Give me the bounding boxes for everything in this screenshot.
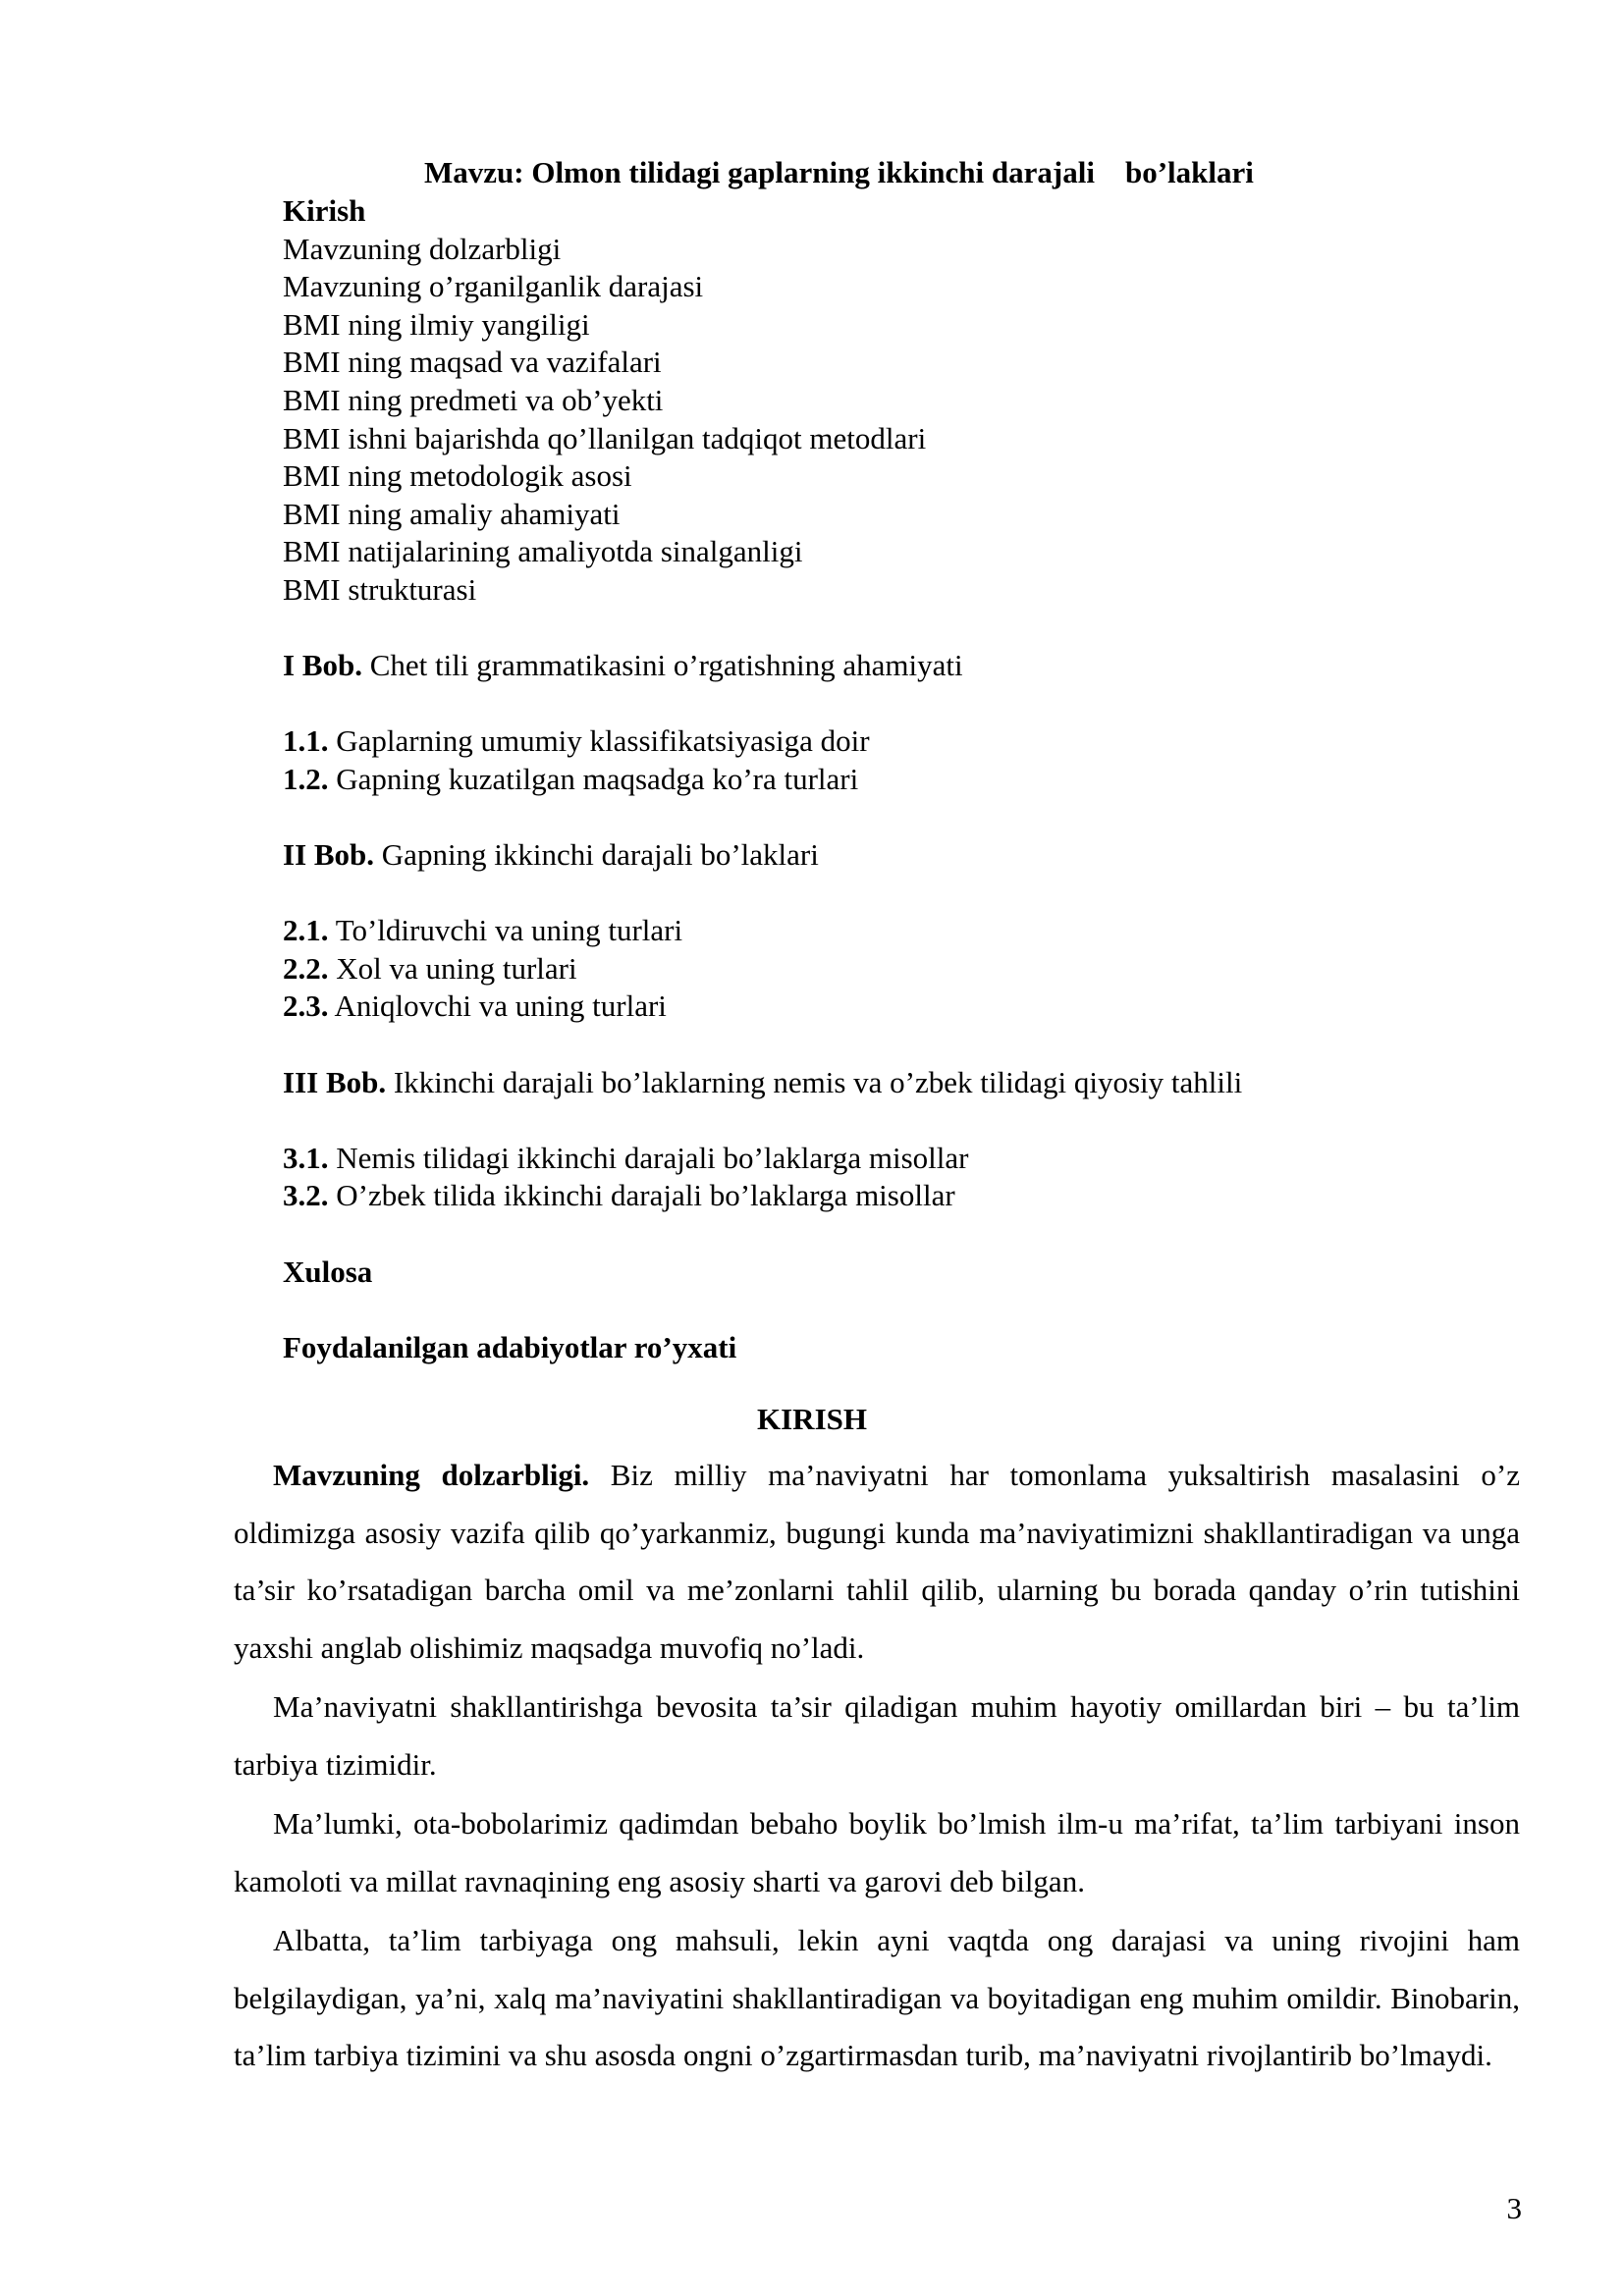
toc-section-1-2 [283,761,1461,799]
toc-chapter-2 [283,836,1461,875]
toc-section-number: 3.1. [283,1140,329,1175]
toc-section-number: 2.2. [283,950,329,986]
toc-intro-item: Mavzuning dolzarbligi [283,231,562,266]
table-of-contents [283,192,1461,1366]
toc-section-title: Aniqlovchi va uning turlari [328,988,667,1024]
paragraph-text: Albatta, ta’lim tarbiyaga ong mahsuli, lekin ayni vaqtda ong darajasi va uning rivojini ham belgilaydigan, ya’ni, xalq ma’naviyatini shakllantiradigan va boyitadigan eng muhim omildir. Binobarin, ta’lim tarbiya tizimini va shu asosda ongni o’zgartirmasdan turib, ma’naviyatni rivojlantirib bo’lmaydi. [234,1923,1520,2072]
paragraph-text: Ma’naviyatni shakllantirishga bevosita ta’sir qiladigan muhim hayotiy omillardan biri – bu ta’lim tarbiya tizimidir. [234,1689,1520,1782]
toc-section-number: 2.1. [283,913,329,948]
paragraph-text: Ma’lumki, ota-bobolarimiz qadimdan bebaho boylik bo’lmish ilm-u ma’rifat, ta’lim tarbiyani inson kamoloti va millat ravnaqining eng asosiy sharti va garovi deb bilgan. [234,1806,1520,1898]
toc-section-title: Gaplarning umumiy klassifikatsiyasiga doir [328,723,870,759]
paragraph-lead: Mavzuning dolzarbligi. [273,1458,590,1492]
paragraph [234,1447,1520,1677]
toc-conclusion: Xulosa [283,1254,373,1289]
toc-section-title: Gapning kuzatilgan maqsadga ko’ra turlari [328,761,859,796]
toc-section-number: 2.3. [283,988,329,1024]
toc-section-number: 3.2. [283,1178,329,1213]
toc-section-1-1 [283,722,1461,761]
paragraph-text: Biz milliy ma’naviyatni har tomonlama yuksaltirish masalasini o’z oldimizga asosiy vazifa qilib qo’yarkanmiz, bugungi kunda ma’naviyatimizni shakllantiradigan va unga ta’sir ko’rsatadigan barcha omil va me’zonlarni tahlil qilib, ularning bu borada qanday o’rin tutishini yaxshi anglab olishimiz maqsadga muvofiq no’ladi. [234,1458,1520,1665]
toc-intro-item: BMI natijalarining amaliyotda sinalganligi [283,534,803,569]
toc-intro-item: BMI ning maqsad va vazifalari [283,345,662,380]
toc-section-2-3 [283,988,1461,1026]
toc-section-number: 1.2. [283,761,329,796]
toc-section-title: To’ldiruvchi va uning turlari [328,913,683,948]
document-title: Mavzu: Olmon tilidagi gaplarning ikkinchi darajali bo’laklari [424,155,1254,189]
toc-chapter-title: Gapning ikkinchi darajali bo’laklari [374,837,819,873]
page-number: 3 [1506,2191,1522,2225]
toc-chapter-title: Chet tili grammatikasini o’rgatishning ahamiyati [361,648,963,683]
toc-intro-item: BMI ning metodologik asosi [283,458,632,494]
body-text [234,1447,1520,2085]
toc-chapter-number: III Bob. [283,1064,387,1099]
toc-intro-item: BMI ning predmeti va ob’yekti [283,382,664,417]
toc-chapter-number: I Bob. [283,648,362,683]
paragraph [234,1795,1520,1910]
toc-section-3-2 [283,1177,1461,1215]
toc-section-title: O’zbek tilida ikkinchi darajali bo’laklarga misollar [328,1178,955,1213]
toc-section-3-1 [283,1140,1461,1178]
toc-intro-item: BMI ning ilmiy yangiligi [283,306,590,342]
toc-section-2-1 [283,912,1461,950]
toc-intro-heading: Kirish [283,193,366,228]
toc-section-2-2 [283,950,1461,988]
toc-section-title: Nemis tilidagi ikkinchi darajali bo’laklarga misollar [328,1140,969,1175]
toc-intro-item: BMI strukturasi [283,571,477,607]
toc-chapter-1 [283,647,1461,685]
toc-references: Foydalanilgan adabiyotlar ro’yxati [283,1329,737,1364]
paragraph [234,1912,1520,2085]
toc-chapter-number: II Bob. [283,837,375,873]
section-heading: KIRISH [757,1402,867,1436]
toc-section-title: Xol va uning turlari [328,950,577,986]
paragraph [234,1679,1520,1793]
toc-intro-list [283,231,1461,610]
toc-intro-item: BMI ning amaliy ahamiyati [283,496,621,531]
toc-section-number: 1.1. [283,723,329,759]
toc-intro-item: Mavzuning o’rganilganlik darajasi [283,269,704,304]
toc-chapter-title: Ikkinchi darajali bo’laklarning nemis va o’zbek tilidagi qiyosiy tahlili [386,1064,1243,1099]
toc-chapter-3 [283,1064,1461,1102]
toc-intro-item: BMI ishni bajarishda qo’llanilgan tadqiqot metodlari [283,420,927,455]
